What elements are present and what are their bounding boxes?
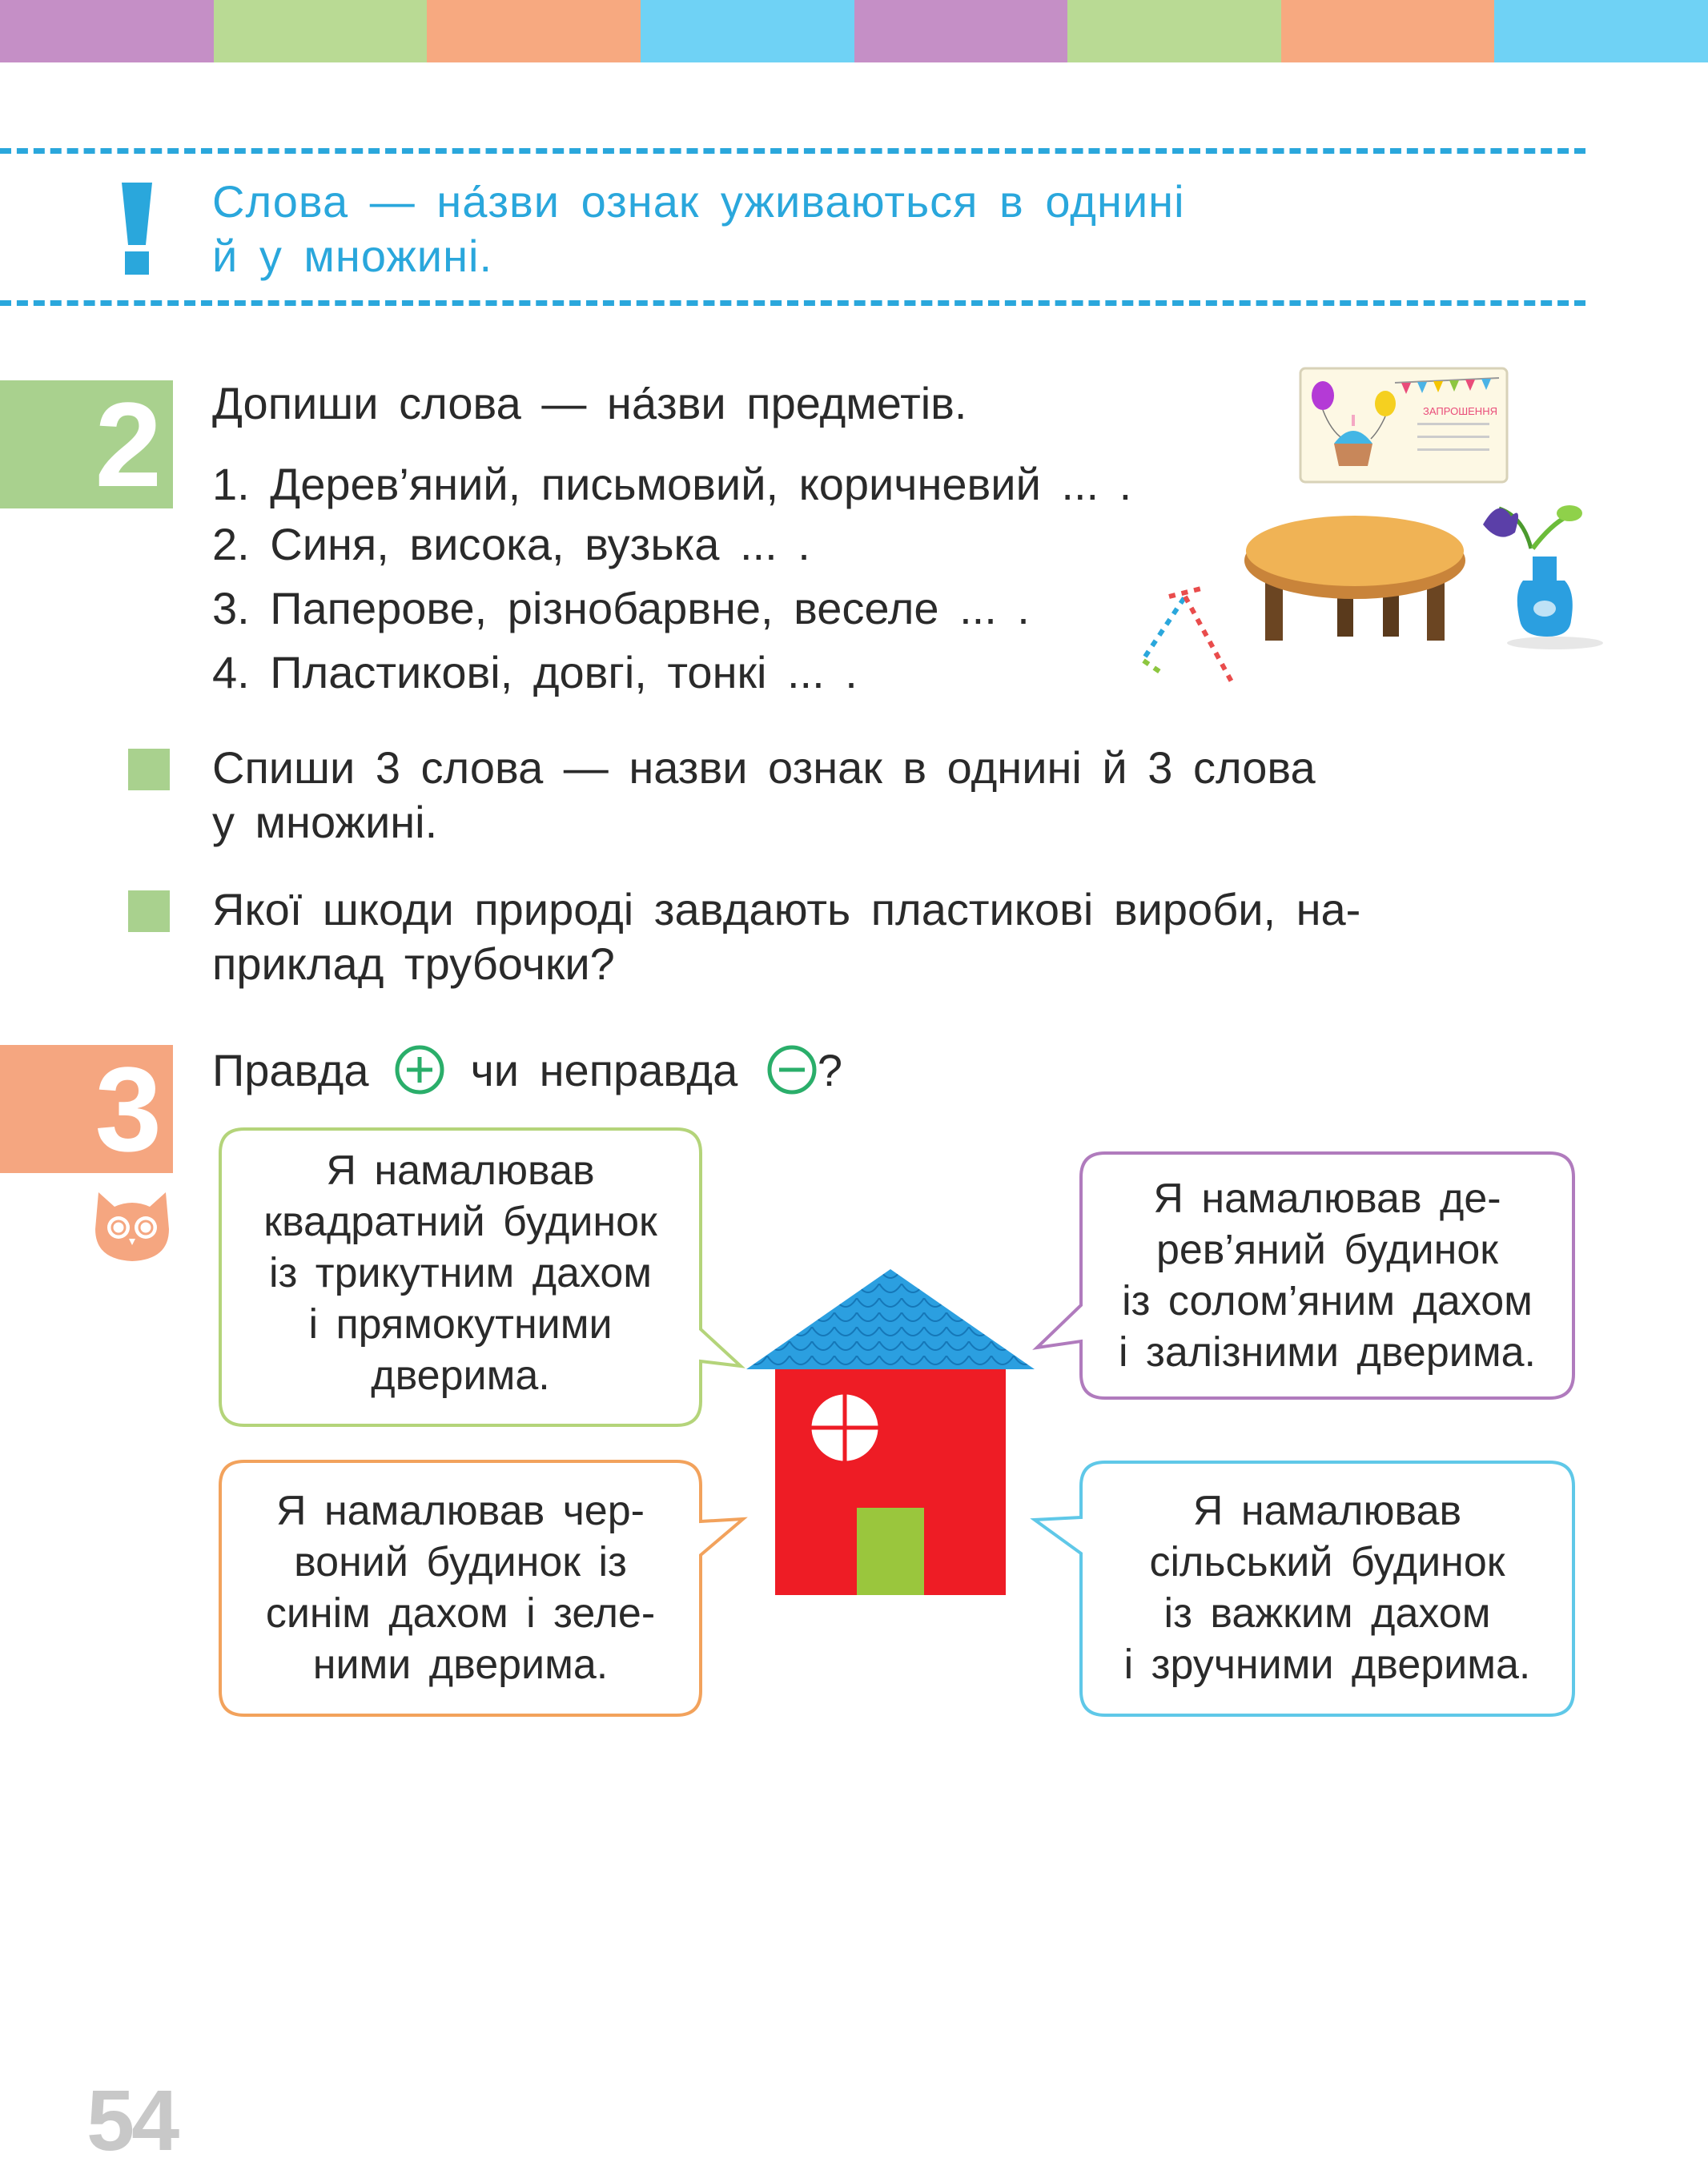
bubble-top-right-line: із солом’яним дахом (1122, 1278, 1533, 1324)
subtask-1-line2: у множині. (212, 797, 438, 847)
bubble-top-right-line: рев’яний будинок (1155, 1227, 1499, 1273)
bubble-top-left-text (224, 1145, 697, 1401)
bubble-bottom-left-text (224, 1485, 697, 1690)
bubble-bottom-left-line: воний будинок із (294, 1539, 627, 1585)
task2-item-2: 2. Синя, висока, вузька ... . (212, 519, 810, 569)
house-door (857, 1508, 924, 1595)
bubble-bottom-left-line: синім дахом і зеле- (265, 1590, 656, 1637)
bubble-top-left-line: із трикутним дахом (268, 1250, 653, 1296)
subtask-1-line1: Спиши 3 слова — назви ознак в однині й 3 слова (212, 742, 1316, 793)
task2-item-4: 4. Пластикові, довгі, тонкі ... . (212, 647, 858, 697)
task2-number: 2 (94, 377, 162, 512)
bubble-bottom-right-line: сільський будинок (1149, 1539, 1505, 1585)
bubble-top-right-line: і залізними дверима. (1119, 1329, 1536, 1376)
rule-text-line2: й у множині. (212, 231, 493, 281)
bubble-bottom-right-line: Я намалював (1192, 1488, 1462, 1534)
bubble-bottom-left-line: ними дверима. (312, 1642, 609, 1688)
task2-item-3: 3. Паперове, різнобарвне, веселе ... . (212, 583, 1030, 633)
house-roof (746, 1269, 1035, 1369)
task3-prompt-true: Правда (212, 1045, 369, 1095)
task2-item-1: 1. Дерев’яний, письмовий, коричневий ... . (212, 459, 1132, 509)
subtask-2-line1: Якої шкоди природі завдають пластикові вироби, на- (212, 884, 1361, 934)
task2-prompt: Допиши слова — на́зви предметів. (212, 378, 967, 428)
bubble-top-left-line: і прямокутними (308, 1301, 613, 1348)
bubble-top-left-line: дверима. (371, 1352, 550, 1399)
task3-number: 3 (94, 1042, 162, 1176)
page-number: 54 (86, 2072, 177, 2168)
bubble-top-left-line: квадратний будинок (263, 1199, 657, 1245)
subtask-2-line2: приклад трубочки? (212, 938, 615, 989)
bubble-top-right-text (1085, 1173, 1569, 1378)
rule-text-line1: Слова — на́зви ознак уживаються в однині (212, 176, 1185, 227)
task3-prompt-question: ? (817, 1045, 842, 1095)
bubble-bottom-right-line: із важким дахом (1163, 1590, 1491, 1637)
bubble-bottom-left-line: Я намалював чер- (276, 1488, 645, 1534)
bubble-bottom-right-text (1085, 1485, 1569, 1690)
bubble-top-left-line: Я намалював (326, 1147, 595, 1194)
house-illustration (745, 1269, 1037, 1597)
bubble-bottom-right-line: і зручними дверима. (1123, 1642, 1531, 1688)
bubble-top-right-line: Я намалював де- (1153, 1175, 1501, 1222)
invitation-label: ЗАПРОШЕННЯ (1423, 405, 1497, 417)
task3-prompt-or-false: чи неправда (470, 1045, 738, 1095)
